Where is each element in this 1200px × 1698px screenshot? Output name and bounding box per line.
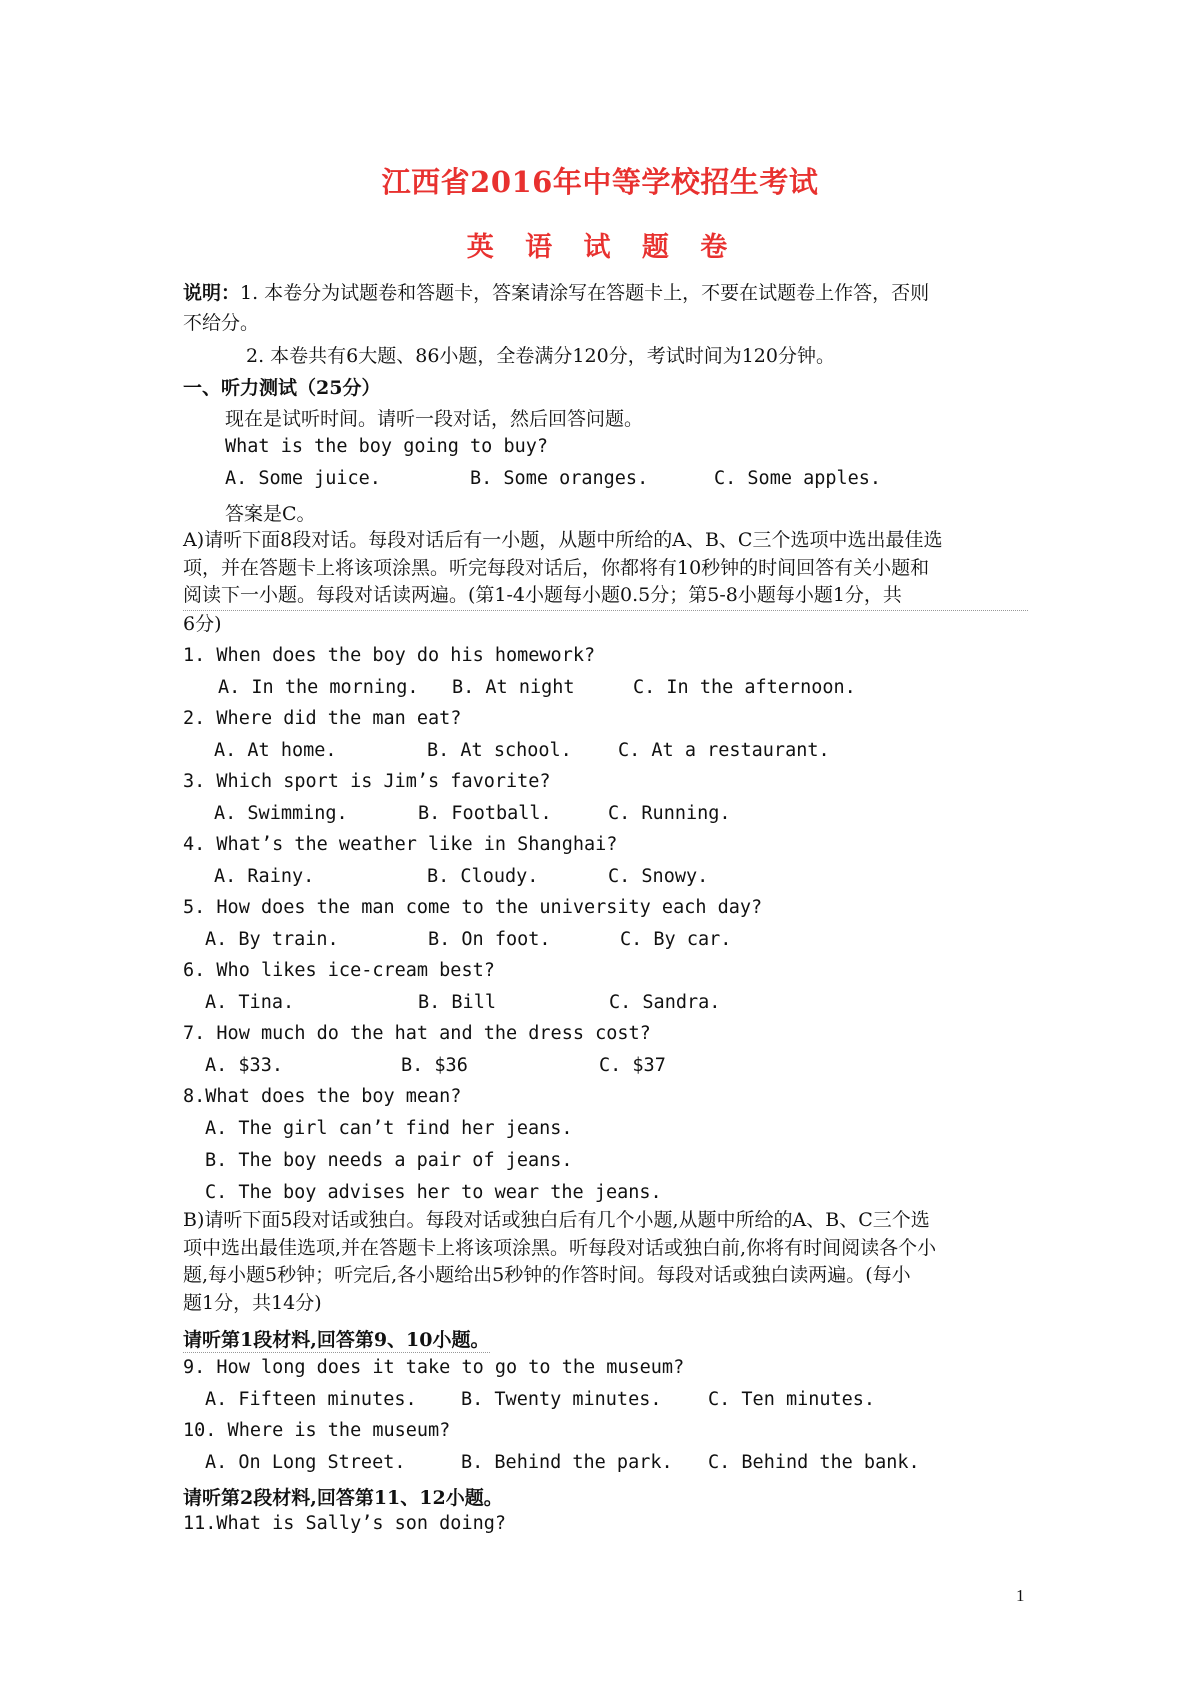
q2-option-b: B. At school. <box>427 740 572 761</box>
sample-option-b: B. Some oranges. <box>470 468 649 489</box>
question-1: 1. When does the boy do his homework? <box>183 645 596 666</box>
part-b-line: 题,每小题5秒钟；听完后,各小题给出5秒钟的作答时间。每段对话或独白读两遍。(每小 <box>183 1264 911 1286</box>
q8-option-b: B. The boy needs a pair of jeans. <box>205 1150 573 1171</box>
part-b-line: 项中选出最佳选项,并在答题卡上将该项涂黑。听每段对话或独白前,你将有时间阅读各个小 <box>183 1236 937 1259</box>
q2-option-c: C. At a restaurant. <box>618 740 830 761</box>
question-8: 8.What does the boy mean? <box>183 1086 462 1107</box>
q1-option-b: B. At night <box>452 677 575 698</box>
sample-intro: 现在是试听时间。请听一段对话，然后回答问题。 <box>225 408 644 430</box>
q4-option-c: C. Snowy. <box>608 866 709 887</box>
q10-option-a: A. On Long Street. <box>205 1452 406 1473</box>
q8-option-a: A. The girl can’t find her jeans. <box>205 1118 573 1139</box>
q3-option-c: C. Running. <box>608 803 731 824</box>
question-11: 11.What is Sally’s son doing? <box>183 1513 507 1534</box>
section-heading-listening: 一、听力测试（25分） <box>183 377 381 399</box>
sample-answer: 答案是C。 <box>225 503 316 525</box>
q5-option-a: A. By train. <box>205 929 339 950</box>
exam-title: 江西省2016年中等学校招生考试 <box>381 165 819 199</box>
note-1: 1. 本卷分为试题卷和答题卡，答案请涂写在答题卡上，不要在试题卷上作答，否则 <box>240 282 930 304</box>
part-b-line: 题1分，共14分) <box>183 1291 322 1314</box>
q1-option-c: C. In the afternoon. <box>633 677 856 698</box>
q9-option-a: A. Fifteen minutes. <box>205 1389 417 1410</box>
q8-option-c: C. The boy advises her to wear the jeans. <box>205 1182 662 1203</box>
part-a-instructions <box>183 527 1028 638</box>
q10-option-b: B. Behind the park. <box>461 1452 673 1473</box>
notes-label: 说明： <box>183 282 241 304</box>
sample-option-c: C. Some apples. <box>714 468 882 489</box>
q5-option-b: B. On foot. <box>428 929 551 950</box>
page-number: 1 <box>1016 1586 1025 1605</box>
question-10: 10. Where is the museum? <box>183 1420 451 1441</box>
part-a-line: 阅读下一小题。每段对话读两遍。(第1-4小题每小题0.5分；第5-8小题每小题1分，共 <box>183 582 1028 611</box>
question-5: 5. How does the man come to the university each day? <box>183 897 763 918</box>
question-4: 4. What’s the weather like in Shanghai? <box>183 834 618 855</box>
q7-option-a: A. $33. <box>205 1055 283 1076</box>
question-7: 7. How much do the hat and the dress cost? <box>183 1023 651 1044</box>
exam-subtitle: 英 语 试 题 卷 <box>466 232 734 263</box>
q2-option-a: A. At home. <box>214 740 337 761</box>
note-1-cont: 不给分。 <box>183 312 260 334</box>
material-2-heading: 请听第2段材料,回答第11、12小题。 <box>183 1487 503 1509</box>
part-b-line: B)请听下面5段对话或独白。每段对话或独白后有几个小题,从题中所给的A、B、C三个选 <box>183 1209 930 1231</box>
question-2: 2. Where did the man eat? <box>183 708 462 729</box>
q4-option-a: A. Rainy. <box>214 866 315 887</box>
part-b-instructions <box>183 1207 1028 1317</box>
q6-option-a: A. Tina. <box>205 992 295 1013</box>
question-9: 9. How long does it take to go to the museum? <box>183 1357 685 1378</box>
q10-option-c: C. Behind the bank. <box>708 1452 920 1473</box>
part-a-line: 6分) <box>183 612 222 635</box>
question-6: 6. Who likes ice-cream best? <box>183 960 495 981</box>
q5-option-c: C. By car. <box>620 929 732 950</box>
q7-option-c: C. $37 <box>599 1055 666 1076</box>
material-1-heading: 请听第1段材料,回答第9、10小题。 <box>183 1325 490 1353</box>
q9-option-c: C. Ten minutes. <box>708 1389 876 1410</box>
q6-option-b: B. Bill <box>418 992 496 1013</box>
sample-question: What is the boy going to buy? <box>225 436 549 457</box>
part-a-line: A)请听下面8段对话。每段对话后有一小题，从题中所给的A、B、C三个选项中选出最佳选 <box>183 529 943 551</box>
q4-option-b: B. Cloudy. <box>427 866 539 887</box>
q1-option-a: A. In the morning. <box>218 677 419 698</box>
q3-option-b: B. Football. <box>418 803 552 824</box>
q6-option-c: C. Sandra. <box>609 992 721 1013</box>
note-2: 2. 本卷共有6大题、86小题，全卷满分120分，考试时间为120分钟。 <box>246 345 835 367</box>
q7-option-b: B. $36 <box>401 1055 468 1076</box>
q3-option-a: A. Swimming. <box>214 803 348 824</box>
question-3: 3. Which sport is Jim’s favorite? <box>183 771 551 792</box>
part-a-line: 项，并在答题卡上将该项涂黑。听完每段对话后，你都将有10秒钟的时间回答有关小题和 <box>183 556 930 579</box>
sample-option-a: A. Some juice. <box>225 468 381 489</box>
q9-option-b: B. Twenty minutes. <box>461 1389 662 1410</box>
notes-line1 <box>183 278 929 305</box>
